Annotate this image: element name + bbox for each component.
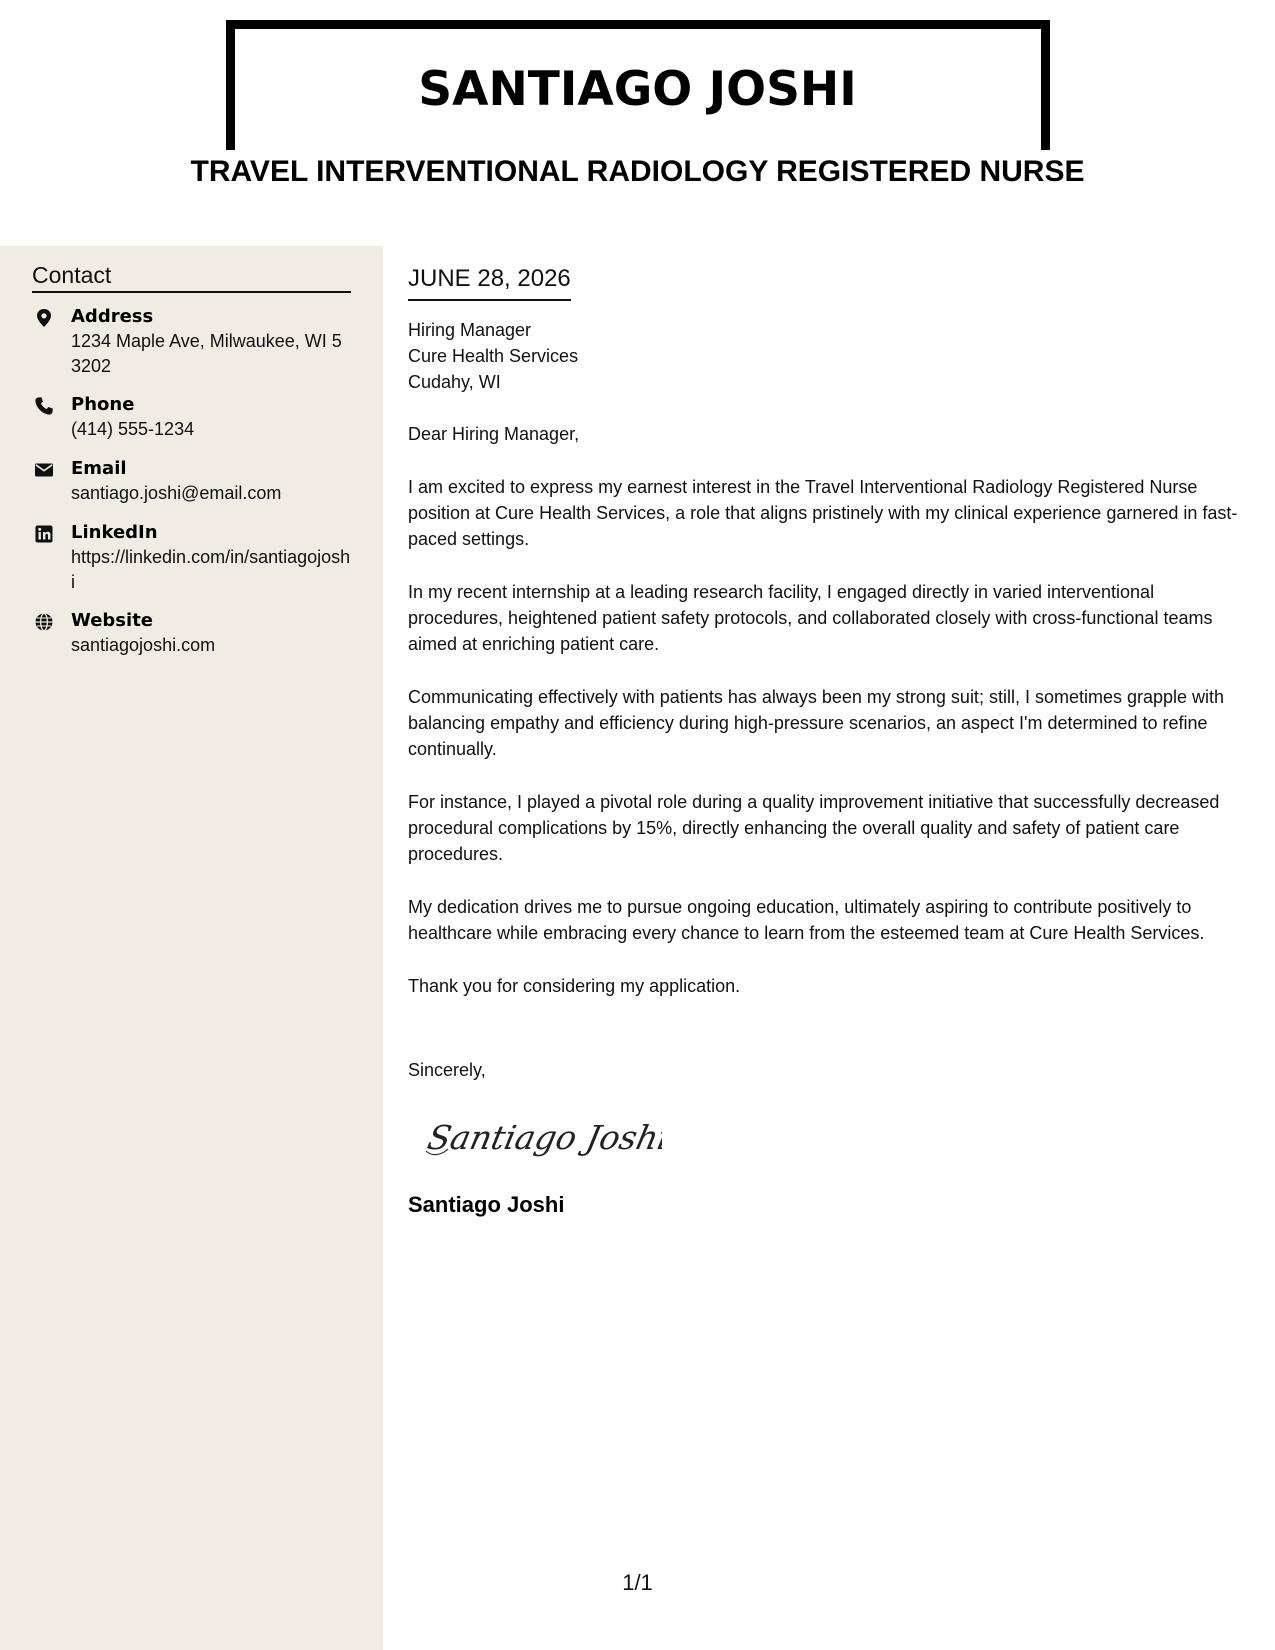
contact-value-email[interactable]: santiago.joshi@email.com	[71, 483, 282, 503]
contact-value-website[interactable]: santiagojoshi.com	[71, 635, 216, 655]
map-pin-icon	[34, 308, 54, 328]
letter-date: JUNE 28, 2026	[408, 262, 571, 301]
job-title: TRAVEL INTERVENTIONAL RADIOLOGY REGISTERED NURSE	[190, 155, 1085, 188]
handwritten-signature	[422, 1111, 662, 1167]
letter-paragraph: Thank you for considering my application.	[408, 976, 741, 996]
signature-text: Santiago Joshi	[424, 1118, 662, 1157]
letter-greeting: Dear Hiring Manager,	[408, 424, 580, 444]
envelope-icon	[34, 460, 54, 480]
globe-icon	[34, 612, 54, 632]
applicant-name: SANTIAGO JOSHI	[418, 62, 857, 117]
signer-name: Santiago Joshi	[408, 1192, 565, 1217]
recipient-block	[408, 317, 1248, 395]
letter-paragraph: In my recent internship at a leading research facility, I engaged directly in varied interventional procedures, heightened patient safety protocols, and collaborated closely with cross-functional teams aimed at enriching patient care.	[408, 582, 1213, 654]
contact-label-website: Website	[71, 610, 154, 631]
contact-heading: Contact	[32, 260, 351, 293]
letter-closing: Sincerely,	[408, 1060, 486, 1080]
recipient-company: Cure Health Services	[408, 346, 579, 366]
contact-value-address: 1234 Maple Ave, Milwaukee, WI 53202	[71, 331, 342, 376]
page-number: 1/1	[622, 1570, 653, 1595]
contact-label-address: Address	[71, 306, 154, 327]
contact-label-phone: Phone	[71, 394, 135, 415]
letter-paragraph: My dedication drives me to pursue ongoing education, ultimately aspiring to contribute positively to healthcare while embracing every chance to learn from the esteemed team at Cure Health Services.	[408, 897, 1205, 943]
contact-sidebar	[0, 246, 383, 1650]
contact-value-phone: (414) 555-1234	[71, 419, 195, 439]
recipient-title: Hiring Manager	[408, 320, 532, 340]
letter-body	[408, 262, 1248, 1220]
letter-paragraph: For instance, I played a pivotal role during a quality improvement initiative that successfully decreased procedural complications by 15%, directly enhancing the overall quality and safety of patient care procedures.	[408, 792, 1220, 864]
contact-label-email: Email	[71, 458, 127, 479]
letter-paragraph: I am excited to express my earnest interest in the Travel Interventional Radiology Registered Nurse position at Cure Health Services, a role that aligns pristinely with my clinical experience garnered in fast-paced settings.	[408, 477, 1238, 549]
letter-paragraph: Communicating effectively with patients has always been my strong suit; still, I sometimes grapple with balancing empathy and efficiency during high-pressure scenarios, an aspect I'm determined to refine continually.	[408, 687, 1225, 759]
phone-icon	[34, 396, 54, 416]
contact-value-linkedin[interactable]: https://linkedin.com/in/santiagojoshi	[71, 547, 351, 592]
linkedin-icon	[34, 524, 54, 544]
contact-label-linkedin: LinkedIn	[71, 522, 158, 543]
recipient-location: Cudahy, WI	[408, 372, 501, 392]
